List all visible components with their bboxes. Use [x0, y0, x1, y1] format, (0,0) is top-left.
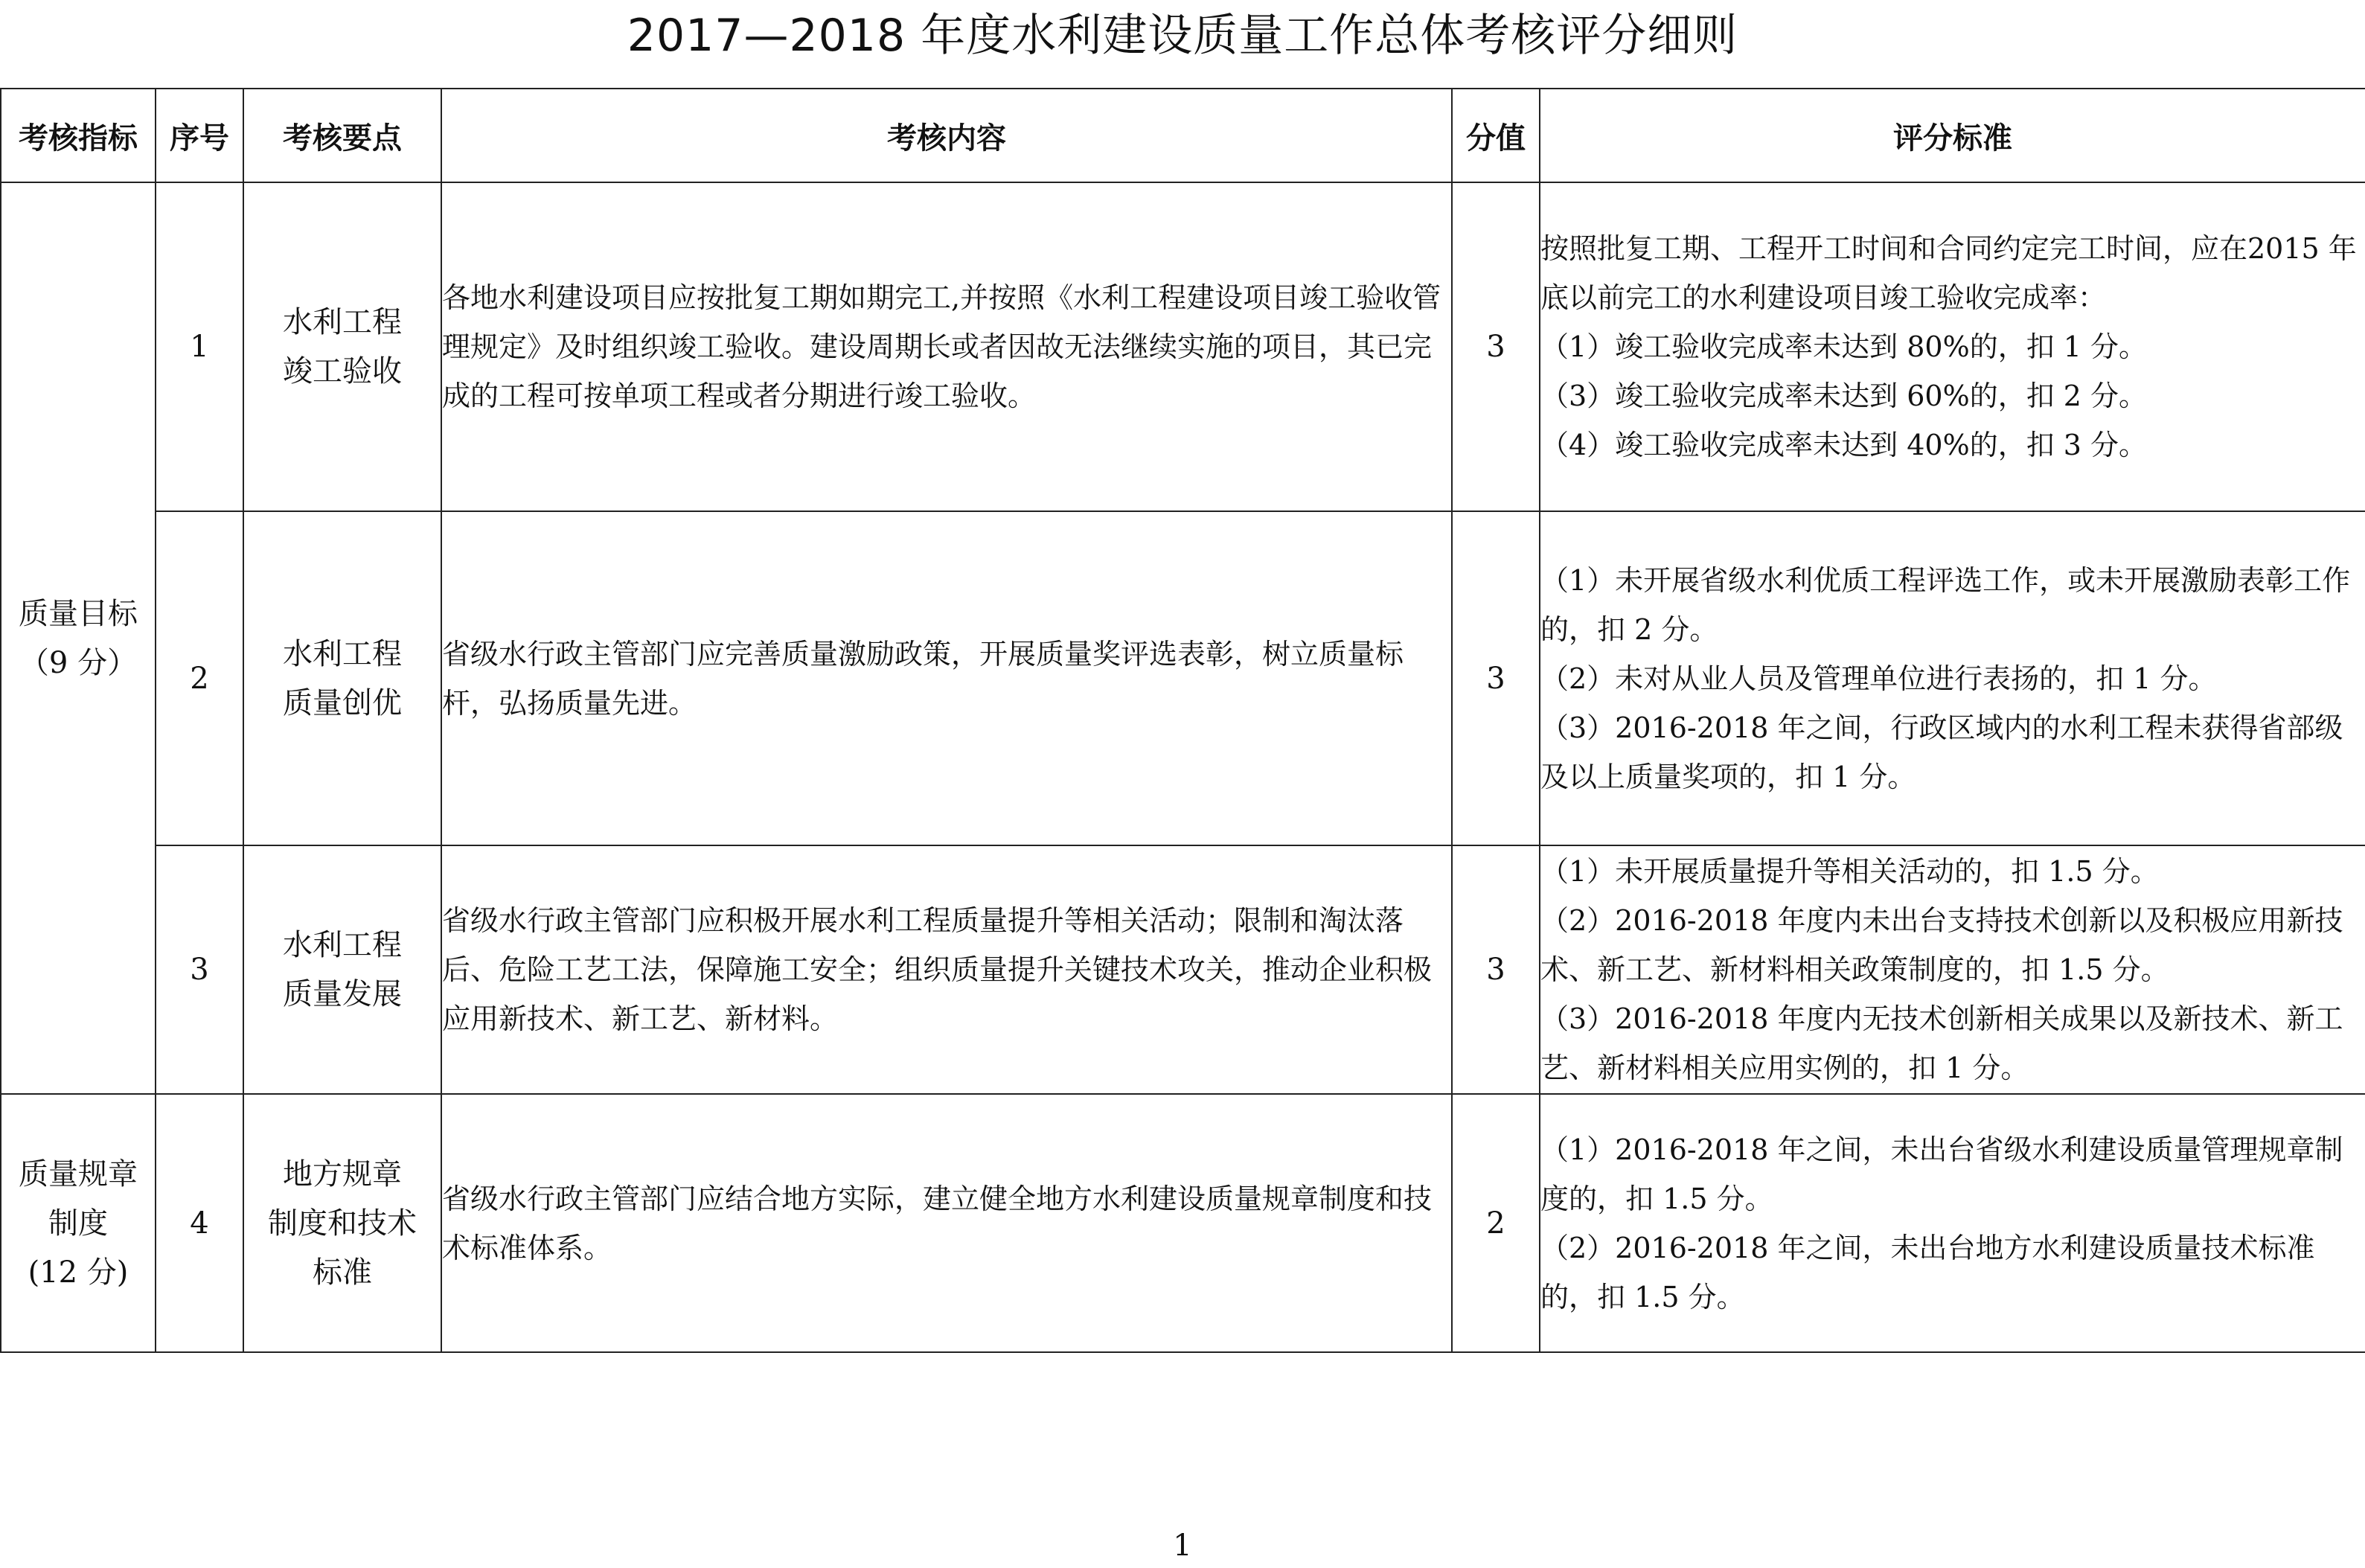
row-number: 2 [156, 511, 243, 845]
key-point-line: 地方规章 [283, 1156, 402, 1191]
table-row [1, 182, 2365, 511]
table-row [1, 845, 2365, 1094]
criteria-cell [1540, 1094, 2365, 1352]
key-point-cell [243, 845, 441, 1094]
criteria-line: （2）2016-2018 年度内未出台支持技术创新以及积极应用新技术、新工艺、新材料相关政策制度的，扣 1.5 分。 [1540, 904, 2343, 986]
table-row [1, 1094, 2365, 1352]
criteria-line: （1）竣工验收完成率未达到 80%的，扣 1 分。 [1540, 330, 2148, 363]
key-point-line: 竣工验收 [283, 354, 402, 388]
indicator-line: 制度 [48, 1206, 108, 1241]
criteria-line: （1）未开展省级水利优质工程评选工作，或未开展激励表彰工作的，扣 2 分。 [1540, 563, 2351, 646]
score-cell: 3 [1452, 845, 1540, 1094]
header-number: 序号 [156, 89, 243, 182]
criteria-line: （4）竣工验收完成率未达到 40%的，扣 3 分。 [1540, 429, 2148, 461]
score-cell: 3 [1452, 511, 1540, 845]
table-header-row [1, 89, 2365, 182]
score-cell: 3 [1452, 182, 1540, 511]
row-number: 1 [156, 182, 243, 511]
row-number: 4 [156, 1094, 243, 1352]
header-indicator: 考核指标 [1, 89, 156, 182]
criteria-cell [1540, 511, 2365, 845]
page-number: 1 [1173, 1529, 1192, 1563]
key-point-line: 水利工程 [283, 305, 402, 339]
criteria-line: （2）未对从业人员及管理单位进行表扬的，扣 1 分。 [1540, 662, 2217, 695]
row-number: 3 [156, 845, 243, 1094]
key-point-cell [243, 182, 441, 511]
criteria-line: （1）2016-2018 年之间，未出台省级水利建设质量管理规章制度的，扣 1.5 分。 [1540, 1133, 2343, 1215]
scoring-criteria-table [0, 88, 2365, 1353]
criteria-line: （3）竣工验收完成率未达到 60%的，扣 2 分。 [1540, 380, 2148, 412]
key-point-cell [243, 1094, 441, 1352]
header-content: 考核内容 [441, 89, 1452, 182]
key-point-line: 水利工程 [283, 928, 402, 962]
key-point-line: 标准 [313, 1255, 372, 1290]
key-point-line: 制度和技术 [268, 1206, 417, 1241]
score-cell: 2 [1452, 1094, 1540, 1352]
criteria-line: （3）2016-2018 年度内无技术创新相关成果以及新技术、新工艺、新材料相关应用实例的，扣 1 分。 [1540, 1002, 2343, 1084]
key-point-cell [243, 511, 441, 845]
criteria-cell [1540, 182, 2365, 511]
indicator-cell-quality-goal [1, 182, 156, 1094]
criteria-cell [1540, 845, 2365, 1094]
header-score: 分值 [1452, 89, 1540, 182]
criteria-line: （1）未开展质量提升等相关活动的，扣 1.5 分。 [1540, 855, 2159, 888]
table-row [1, 511, 2365, 845]
indicator-cell-regulations [1, 1094, 156, 1352]
indicator-line: (12 分) [28, 1255, 129, 1290]
key-point-line: 质量创优 [283, 685, 402, 720]
header-criteria: 评分标准 [1540, 89, 2365, 182]
key-point-line: 质量发展 [283, 977, 402, 1011]
indicator-line: 质量规章 [19, 1156, 138, 1191]
content-cell: 省级水行政主管部门应积极开展水利工程质量提升等相关活动；限制和淘汰落后、危险工艺工法，保障施工安全；组织质量提升关键技术攻关，推动企业积极应用新技术、新工艺、新材料。 [441, 845, 1452, 1094]
content-cell: 省级水行政主管部门应结合地方实际，建立健全地方水利建设质量规章制度和技术标准体系。 [441, 1094, 1452, 1352]
header-key-point: 考核要点 [243, 89, 441, 182]
key-point-line: 水利工程 [283, 636, 402, 671]
indicator-line: （9 分） [19, 645, 138, 680]
page-title: 2017—2018 年度水利建设质量工作总体考核评分细则 [627, 10, 1738, 62]
content-cell: 省级水行政主管部门应完善质量激励政策，开展质量奖评选表彰，树立质量标杆，弘扬质量先进。 [441, 511, 1452, 845]
content-cell: 各地水利建设项目应按批复工期如期完工,并按照《水利工程建设项目竣工验收管理规定》及时组织竣工验收。建设周期长或者因故无法继续实施的项目，其已完成的工程可按单项工程或者分期进行竣工验收。 [441, 182, 1452, 511]
criteria-line: 按照批复工期、工程开工时间和合同约定完工时间，应在2015 年底以前完工的水利建设项目竣工验收完成率： [1540, 232, 2357, 314]
indicator-line: 质量目标 [19, 596, 138, 631]
criteria-line: （2）2016-2018 年之间，未出台地方水利建设质量技术标准的，扣 1.5 分。 [1540, 1231, 2315, 1313]
criteria-line: （3）2016-2018 年之间，行政区域内的水利工程未获得省部级及以上质量奖项的，扣 1 分。 [1540, 711, 2343, 793]
